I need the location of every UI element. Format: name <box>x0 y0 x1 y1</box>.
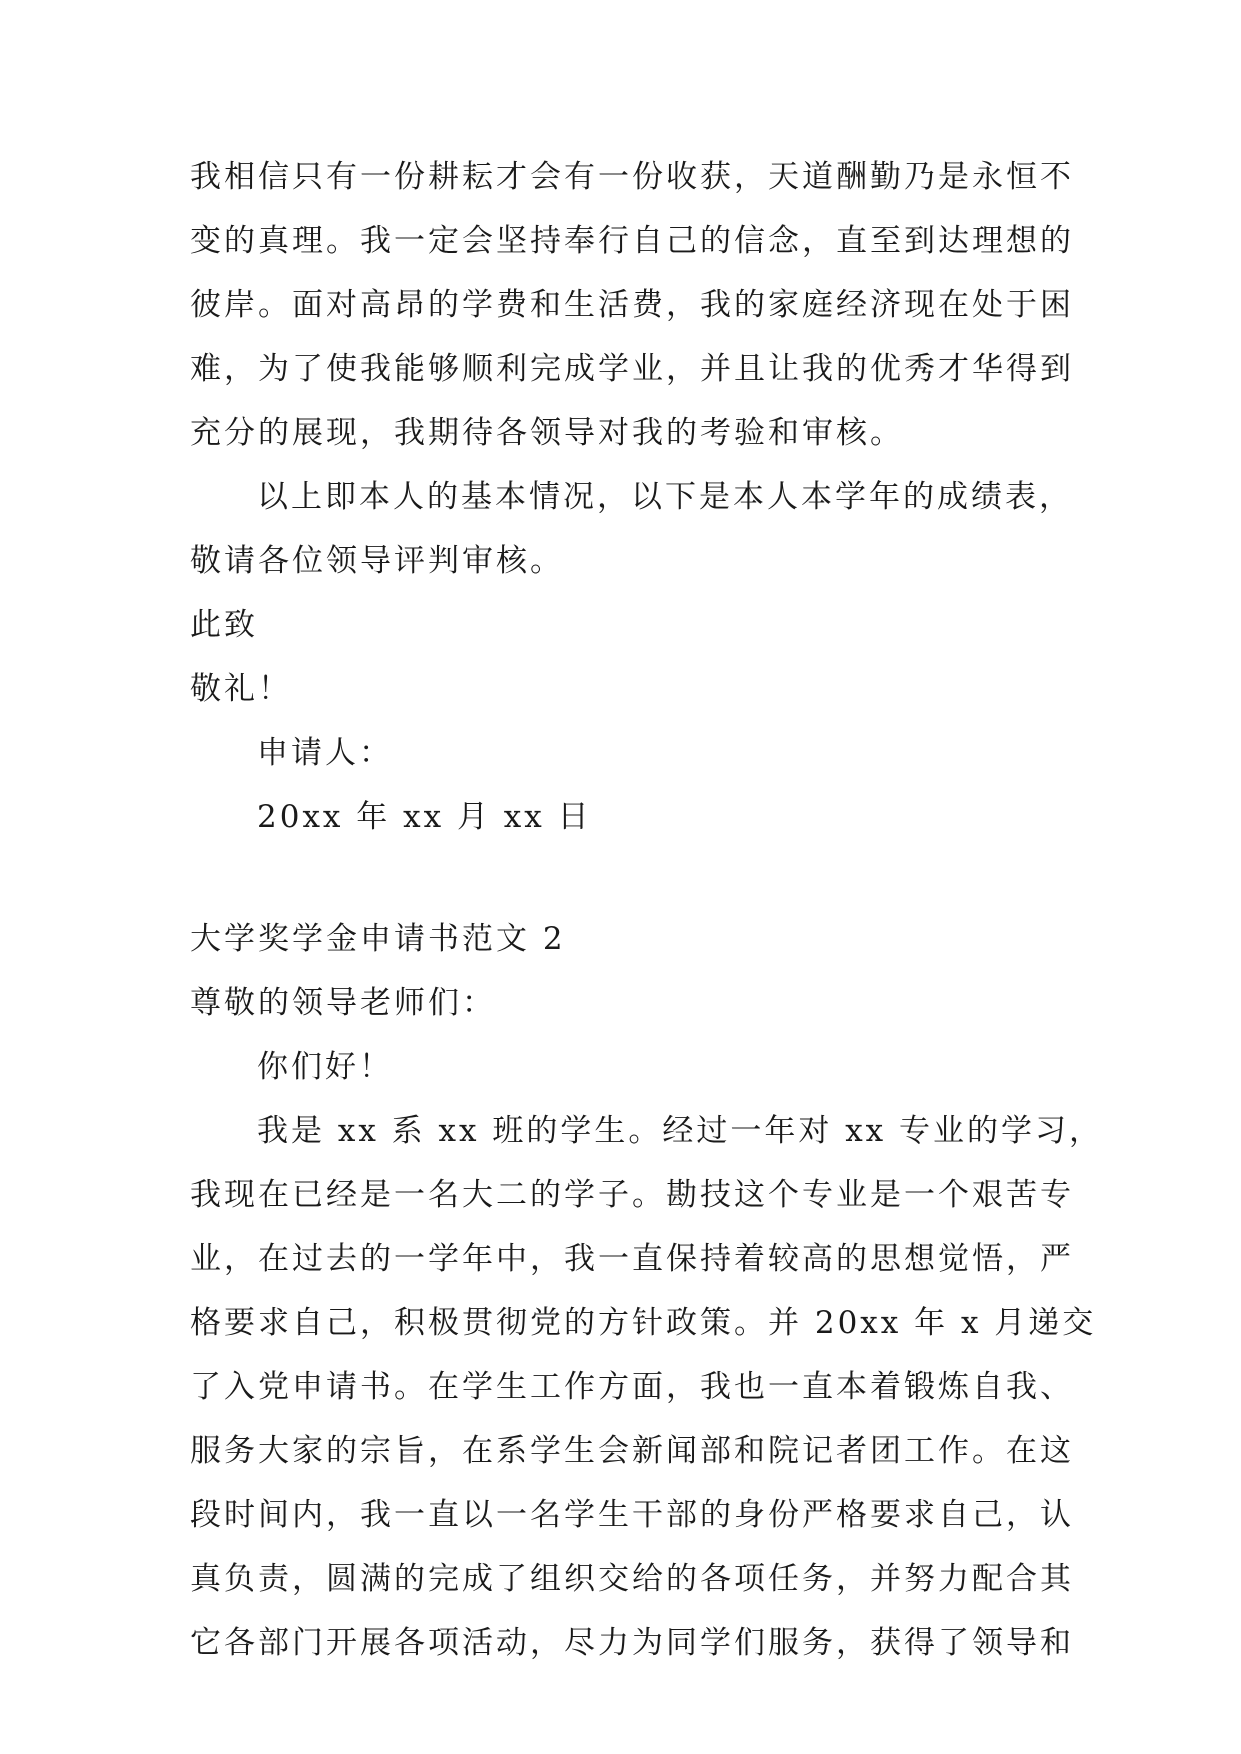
body-text-line: 我是 xx 系 xx 班的学生。经过一年对 xx 专业的学习， <box>257 1113 1104 1149</box>
body-text-line: 变的真理。我一定会坚持奉行自己的信念，直至到达理想的 <box>190 223 1074 259</box>
body-text-line: 段时间内，我一直以一名学生干部的身份严格要求自己，认 <box>190 1497 1074 1533</box>
body-text-line: 格要求自己，积极贯彻党的方针政策。并 20xx 年 x 月递交 <box>190 1305 1097 1341</box>
body-text-line: 了入党申请书。在学生工作方面，我也一直本着锻炼自我、 <box>190 1369 1074 1405</box>
body-text-line: 真负责，圆满的完成了组织交给的各项任务，并努力配合其 <box>190 1561 1074 1597</box>
body-text-line: 它各部门开展各项活动，尽力为同学们服务，获得了领导和 <box>190 1625 1074 1661</box>
closing-line: 敬礼！ <box>190 671 292 707</box>
section-title: 大学奖学金申请书范文 2 <box>190 921 566 957</box>
date-line: 20xx 年 xx 月 xx 日 <box>257 799 592 835</box>
body-text-line: 以上即本人的基本情况，以下是本人本学年的成绩表， <box>257 479 1073 515</box>
closing-line: 此致 <box>190 607 258 643</box>
salutation: 尊敬的领导老师们： <box>190 985 496 1021</box>
body-text-line: 服务大家的宗旨，在系学生会新闻部和院记者团工作。在这 <box>190 1433 1074 1469</box>
greeting: 你们好！ <box>257 1049 393 1085</box>
body-text-line: 难，为了使我能够顺利完成学业，并且让我的优秀才华得到 <box>190 351 1074 387</box>
applicant-label: 申请人： <box>257 735 393 771</box>
body-text-line: 敬请各位领导评判审核。 <box>190 543 564 579</box>
body-text-line: 我相信只有一份耕耘才会有一份收获，天道酬勤乃是永恒不 <box>190 159 1074 195</box>
body-text-line: 我现在已经是一名大二的学子。勘技这个专业是一个艰苦专 <box>190 1177 1074 1213</box>
body-text-line: 充分的展现，我期待各领导对我的考验和审核。 <box>190 415 904 451</box>
body-text-line: 彼岸。面对高昂的学费和生活费，我的家庭经济现在处于困 <box>190 287 1074 323</box>
body-text-line: 业，在过去的一学年中，我一直保持着较高的思想觉悟，严 <box>190 1241 1074 1277</box>
